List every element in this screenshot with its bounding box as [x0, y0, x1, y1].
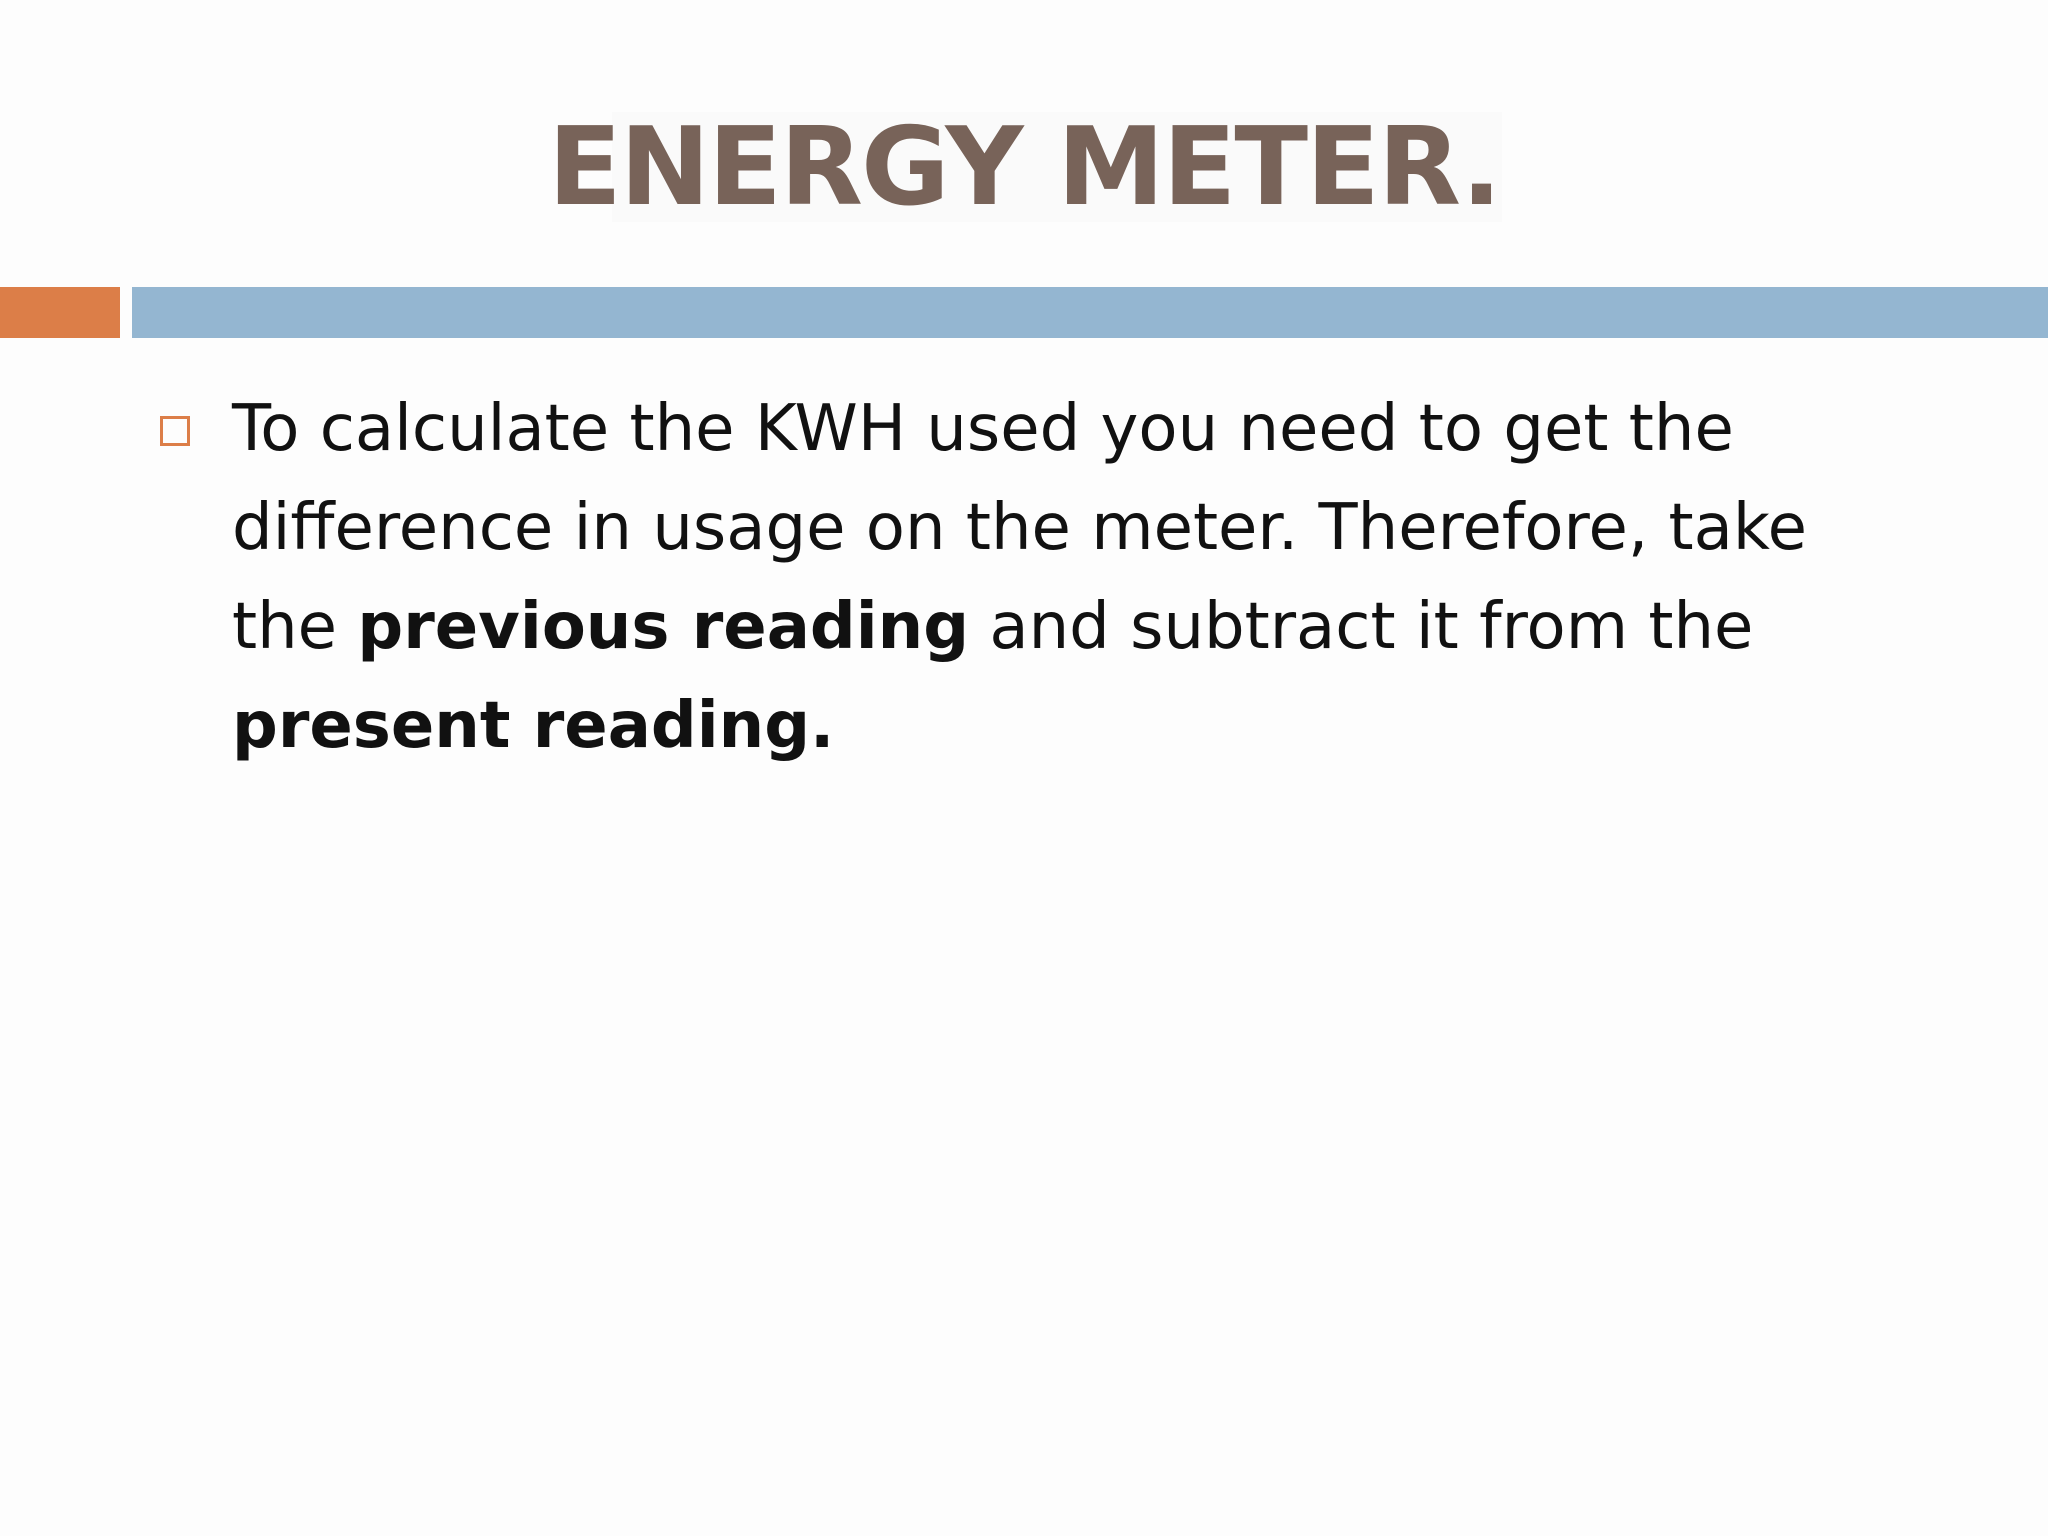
slide-content [160, 380, 1880, 776]
bold-present-reading: present reading. [232, 689, 835, 763]
accent-bar-blue [132, 287, 2048, 338]
bullet-item [160, 380, 1880, 776]
bold-previous-reading: previous reading [357, 590, 969, 664]
bullet-text [232, 380, 1880, 776]
hollow-square-bullet-icon [160, 416, 190, 446]
bullet-text-part2: and subtract it from the [969, 590, 1754, 664]
bullet-text-part1: To calculate the KWH used you need to get the difference in usage on the meter. Therefore, take the [232, 392, 1807, 664]
slide-title: ENERGY METER. [547, 105, 1501, 230]
accent-bar-orange [0, 287, 120, 338]
